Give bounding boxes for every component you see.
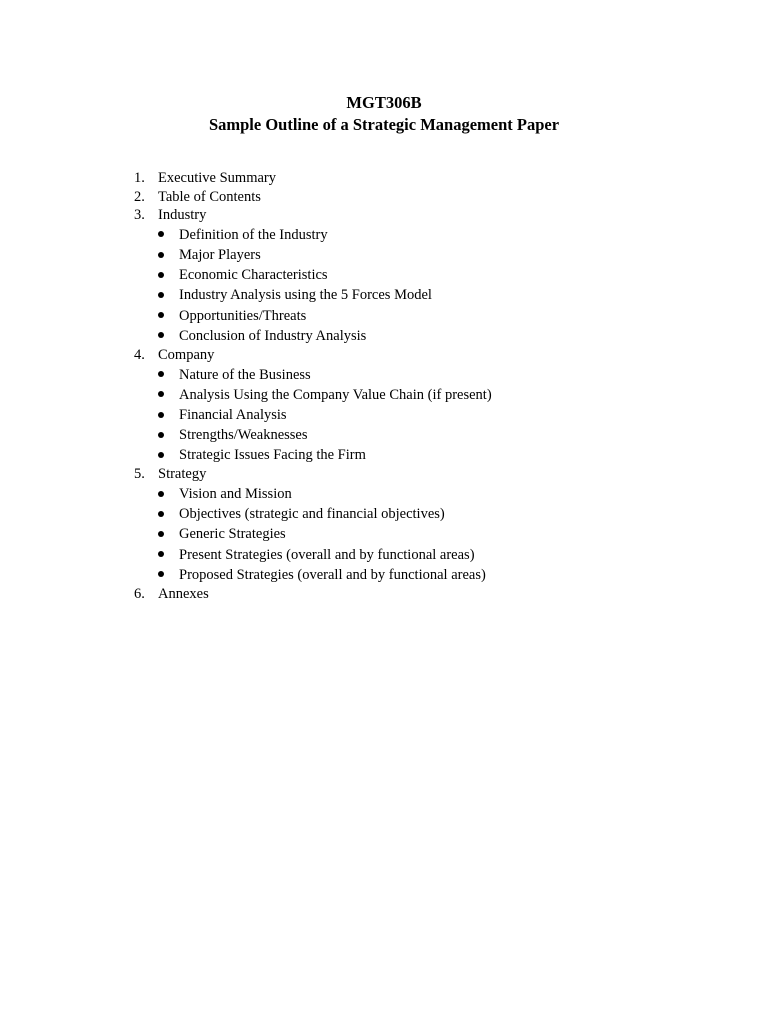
section-number: 6. [134, 585, 145, 602]
bullet-icon [158, 231, 164, 237]
section-number: 3. [134, 207, 145, 224]
outline-section [134, 465, 492, 585]
list-item [134, 524, 492, 544]
list-item [134, 445, 492, 465]
list-item-label: Generic Strategies [179, 526, 286, 543]
outline-section [134, 169, 492, 188]
outline-section-heading [134, 206, 492, 225]
section-label: Executive Summary [158, 170, 276, 186]
list-item-label: Definition of the Industry [179, 226, 328, 243]
list-item-label: Major Players [179, 246, 261, 263]
section-label: Strategy [158, 466, 207, 483]
bullet-icon [158, 571, 164, 577]
bullet-icon [158, 371, 164, 377]
list-item-label: Analysis Using the Company Value Chain (if present) [179, 386, 492, 403]
outline-section [134, 206, 492, 346]
bullet-list [134, 225, 492, 346]
list-item-label: Vision and Mission [179, 486, 292, 503]
document-title: Sample Outline of a Strategic Management Paper [208, 115, 560, 134]
section-number: 4. [134, 346, 145, 363]
outline-section [134, 346, 492, 466]
list-item-label: Opportunities/Threats [179, 307, 307, 324]
list-item [134, 545, 492, 565]
list-item-label: Industry Analysis using the 5 Forces Model [179, 287, 432, 304]
bullet-icon [158, 312, 164, 318]
list-item-label: Nature of the Business [179, 366, 311, 383]
section-number: 2. [134, 188, 145, 205]
bullet-icon [158, 491, 164, 497]
outline-section-heading [134, 465, 492, 484]
list-item-label: Conclusion of Industry Analysis [179, 327, 367, 344]
bullet-icon [158, 511, 164, 517]
section-label: Annexes [158, 585, 209, 602]
list-item-label: Strengths/Weaknesses [179, 427, 308, 444]
bullet-icon [158, 391, 164, 397]
list-item [134, 265, 492, 285]
list-item [134, 285, 492, 305]
outline-section-heading [134, 169, 492, 188]
bullet-list [134, 365, 492, 466]
list-item [134, 326, 492, 346]
list-item [134, 385, 492, 405]
list-item [134, 225, 492, 245]
list-item-label: Economic Characteristics [179, 267, 328, 284]
list-item [134, 365, 492, 385]
bullet-icon [158, 252, 164, 258]
bullet-icon [158, 432, 164, 438]
list-item [134, 565, 492, 585]
outline-section-heading [134, 346, 492, 365]
list-item [134, 306, 492, 326]
bullet-icon [158, 551, 164, 557]
bullet-icon [158, 412, 164, 418]
outline-list [134, 169, 492, 604]
title-block [0, 92, 768, 136]
list-item-label: Financial Analysis [179, 406, 287, 423]
bullet-icon [158, 332, 164, 338]
course-code: MGT306B [346, 93, 422, 112]
outline-section [134, 188, 492, 207]
bullet-icon [158, 292, 164, 298]
list-item-label: Proposed Strategies (overall and by functional areas) [179, 566, 486, 583]
bullet-list [134, 484, 492, 585]
list-item-label: Strategic Issues Facing the Firm [179, 447, 366, 464]
list-item-label: Objectives (strategic and financial objectives) [179, 506, 445, 523]
section-label: Table of Contents [158, 188, 261, 205]
list-item [134, 425, 492, 445]
list-item [134, 484, 492, 504]
list-item-label: Present Strategies (overall and by functional areas) [179, 546, 475, 563]
bullet-icon [158, 452, 164, 458]
section-number: 1. [134, 170, 145, 186]
section-number: 5. [134, 466, 145, 483]
section-label: Industry [158, 207, 207, 224]
list-item [134, 405, 492, 425]
bullet-icon [158, 531, 164, 537]
list-item [134, 245, 492, 265]
section-label: Company [158, 346, 215, 363]
outline-section [134, 585, 492, 604]
outline-section-heading [134, 188, 492, 207]
bullet-icon [158, 272, 164, 278]
list-item [134, 504, 492, 524]
outline-section-heading [134, 585, 492, 604]
